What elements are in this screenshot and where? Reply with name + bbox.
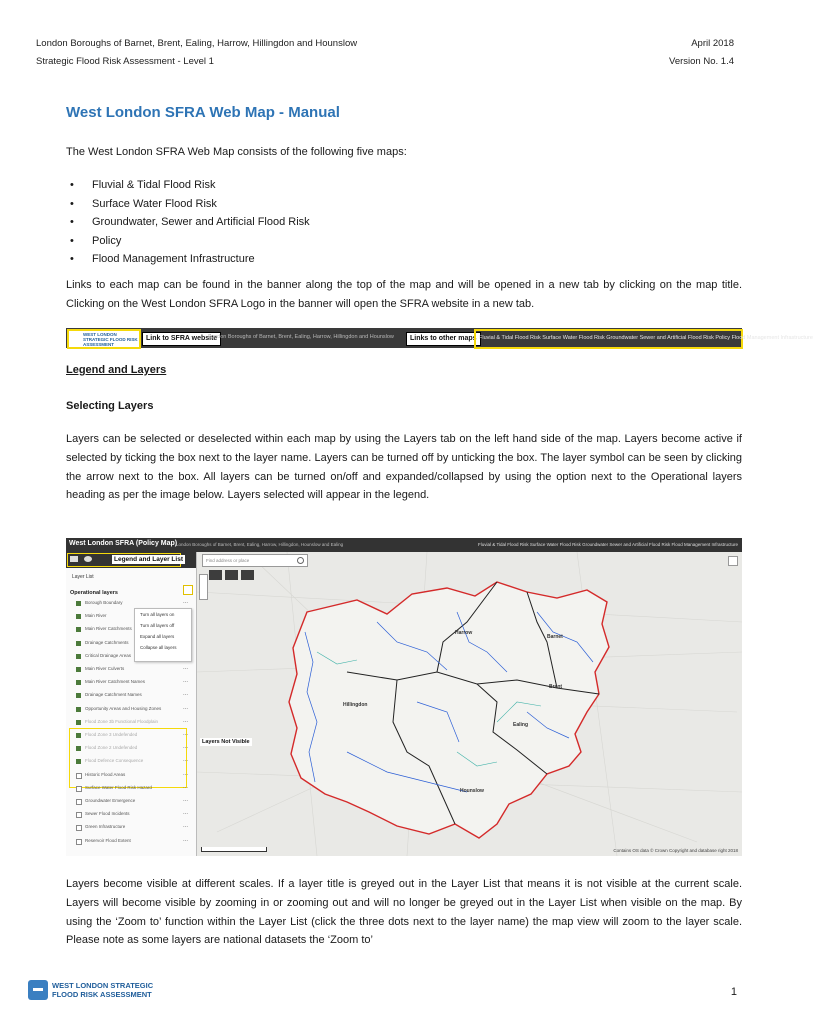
layer-name: Opportunity Areas and Housing Zones bbox=[85, 705, 162, 711]
intro-paragraph: The West London SFRA Web Map consists of the following five maps: bbox=[66, 146, 407, 158]
layer-name: Main River Culverts bbox=[85, 666, 125, 671]
print-tool-button[interactable] bbox=[241, 570, 254, 580]
layer-row[interactable] bbox=[76, 732, 188, 740]
measure-tool-button[interactable] bbox=[209, 570, 222, 580]
layer-options-icon[interactable]: ... bbox=[182, 757, 188, 764]
scale-bar bbox=[201, 847, 267, 852]
draw-tool-button[interactable] bbox=[225, 570, 238, 580]
layer-name: Flood Defence Consequence bbox=[85, 758, 144, 764]
layer-name: Groundwater Emergence bbox=[85, 798, 136, 803]
place-label-hillingdon: Hillingdon bbox=[343, 702, 368, 708]
layer-checkbox[interactable] bbox=[76, 680, 81, 685]
layer-options-icon[interactable]: ... bbox=[182, 744, 188, 751]
layer-name: Flood Zone 3 Undefended bbox=[85, 732, 138, 737]
links-paragraph: Links to each map can be found in the banner along the top of the map and will be opened in a new tab by clicking on the map title. Clicking on the West London SFRA Logo in the banner will open the SFRA website in a new tab. bbox=[66, 279, 742, 310]
header-doc: Strategic Flood Risk Assessment - Level 1 bbox=[36, 56, 214, 67]
link-sfra-label: Link to SFRA website bbox=[142, 332, 221, 346]
layer-row[interactable] bbox=[76, 811, 188, 819]
legend-heading: Legend and Layers bbox=[66, 364, 167, 376]
layer-row[interactable] bbox=[76, 706, 188, 714]
layer-checkbox[interactable] bbox=[76, 707, 81, 712]
layer-name: Main River Catchment Names bbox=[85, 679, 146, 685]
layer-name: Flood Zone 2 Undefended bbox=[85, 745, 138, 751]
layer-checkbox[interactable] bbox=[76, 667, 81, 672]
layer-panel bbox=[66, 552, 197, 856]
layer-checkbox[interactable] bbox=[76, 825, 82, 831]
operational-layers-heading: Operational layers bbox=[70, 590, 118, 596]
app-title: West London SFRA (Policy Map) bbox=[69, 540, 178, 547]
menu-item[interactable]: Collapse all layers bbox=[140, 645, 177, 650]
list-item: • Flood Management Infrastructure bbox=[66, 250, 310, 269]
layer-options-icon[interactable]: ... bbox=[182, 704, 188, 711]
layer-options-icon[interactable]: ... bbox=[182, 717, 188, 724]
layer-checkbox[interactable] bbox=[76, 733, 81, 738]
layer-name: Sewer Flood Incidents bbox=[85, 811, 130, 817]
layer-name: Historic Flood Areas bbox=[85, 771, 126, 777]
layer-options-icon[interactable]: ... bbox=[182, 678, 188, 685]
header-org: London Boroughs of Barnet, Brent, Ealing, Harrow, Hillingdon and Hounslow bbox=[36, 38, 358, 49]
banner-maps-text: Fluvial & Tidal Flood Risk Surface Water Flood Risk Groundwater Sewer and Artificial Flood Risk Policy Flood Management Infrastructure bbox=[479, 335, 813, 341]
layer-options-icon[interactable]: ... bbox=[182, 691, 188, 698]
list-item: • Fluvial & Tidal Flood Risk bbox=[66, 176, 310, 195]
banner-screenshot bbox=[66, 328, 813, 348]
layer-row[interactable] bbox=[76, 838, 188, 846]
list-item: • Policy bbox=[66, 232, 310, 251]
layer-options-icon[interactable]: ... bbox=[182, 599, 188, 605]
maps-list bbox=[66, 176, 310, 269]
topbar-map-links[interactable]: Fluvial & Tidal Flood Risk Surface Water Flood Risk Groundwater Sewer and Artificial Flood Risk Flood Management Infrastructure bbox=[478, 542, 738, 547]
page-number: 1 bbox=[730, 986, 737, 998]
layer-checkbox[interactable] bbox=[76, 654, 81, 659]
map-attribution: Contains OS data © Crown Copyright and database right 2018 bbox=[613, 848, 738, 853]
page-title: West London SFRA Web Map - Manual bbox=[66, 104, 340, 121]
layer-checkbox[interactable] bbox=[76, 720, 81, 725]
zoom-control[interactable] bbox=[199, 574, 208, 600]
map-canvas[interactable] bbox=[197, 552, 742, 856]
layer-row[interactable] bbox=[76, 758, 188, 766]
menu-item[interactable]: Turn all layers off bbox=[140, 623, 175, 628]
layer-list-label: Layer List bbox=[72, 574, 94, 580]
layer-name: Reservoir Flood Extent bbox=[85, 837, 131, 843]
layer-row[interactable] bbox=[76, 719, 188, 727]
footer-logo-line2: FLOOD RISK ASSESSMENT bbox=[52, 990, 152, 999]
layer-row[interactable] bbox=[76, 679, 188, 687]
expand-collapse-icon[interactable] bbox=[183, 585, 193, 595]
banner-boroughs: London Boroughs of Barnet, Brent, Ealing, Harrow, Hillingdon and Hounslow bbox=[208, 334, 394, 340]
layer-row[interactable] bbox=[76, 600, 188, 608]
layer-checkbox[interactable] bbox=[76, 759, 81, 764]
layer-checkbox[interactable] bbox=[76, 746, 81, 751]
layer-options-icon[interactable]: ... bbox=[182, 836, 188, 843]
layer-name: Drainage Catchments bbox=[85, 639, 129, 645]
sfra-logo-mark bbox=[28, 980, 48, 1000]
layer-options-menu bbox=[134, 608, 192, 662]
layers-not-visible-label: Layers Not Visible bbox=[202, 739, 250, 745]
layer-name: Green Infrastructure bbox=[85, 824, 126, 830]
layer-options-icon[interactable]: ... bbox=[182, 770, 188, 777]
layer-checkbox[interactable] bbox=[76, 614, 81, 619]
selecting-heading: Selecting Layers bbox=[66, 400, 154, 412]
topbar-boroughs: London Boroughs of Barnet, Brent, Ealing, Harrow, Hillingdon, Hounslow and Ealing bbox=[176, 542, 344, 547]
header-date: April 2018 bbox=[691, 38, 734, 49]
place-label-barnet: Barnet bbox=[547, 634, 563, 640]
web-map-screenshot bbox=[66, 538, 742, 856]
layers-paragraph: Layers can be selected or deselected within each map by using the Layers tab on the left hand side of the map. Layers become active if selected by ticking the box next to the layer name. Layers can be turned off by unticking the box. The layer symbol can be seen by clicking the arrow next to the box. All layers can be turned on/off and expanded/collapsed by using the option next to the Operational layers heading as per the image below. Layers selected will appear in the legend. bbox=[66, 433, 742, 502]
layer-checkbox[interactable] bbox=[76, 693, 81, 698]
layer-name: Borough Boundary bbox=[85, 600, 123, 605]
header-version: Version No. 1.4 bbox=[669, 56, 734, 67]
layer-name: Main River Catchments bbox=[85, 626, 132, 632]
list-item: • Groundwater, Sewer and Artificial Flood Risk bbox=[66, 213, 310, 232]
layer-options-icon[interactable]: ... bbox=[182, 823, 188, 830]
map-tools bbox=[209, 570, 257, 580]
layer-checkbox[interactable] bbox=[76, 627, 81, 632]
layer-row[interactable] bbox=[76, 666, 188, 674]
sfra-logo[interactable] bbox=[67, 329, 141, 349]
layer-options-icon[interactable]: ... bbox=[182, 797, 188, 803]
fullscreen-icon[interactable] bbox=[728, 556, 738, 566]
layer-name: Main River bbox=[85, 613, 107, 619]
layer-options-icon[interactable]: ... bbox=[182, 783, 188, 790]
layer-checkbox[interactable] bbox=[76, 839, 82, 845]
layer-name: Drainage Catchment Names bbox=[85, 692, 142, 698]
panel-tab-row bbox=[66, 552, 196, 568]
logo-text: WEST LONDON STRATEGIC FLOOD RISK ASSESSMENT bbox=[83, 332, 138, 347]
footer-logo-line1: WEST LONDON STRATEGIC bbox=[52, 981, 154, 990]
layer-checkbox[interactable] bbox=[76, 601, 81, 606]
footer-logo bbox=[28, 980, 153, 1000]
layer-name: Critical Drainage Areas bbox=[85, 652, 132, 658]
scale-paragraph: Layers become visible at different scales. If a layer title is greyed out in the Layer List that means it is not visible at the current scale. Layers will become visible by zooming in or zooming out and will no longer be greyed out in the Layer List when visible on the map. By using the ‘Zoom to’ function within the Layer List (click the three dots next to the layer name) the map view will zoom to the layer scale. Please note as some layers are national datasets the ‘Zoom to’ bbox=[66, 878, 742, 947]
layer-row[interactable] bbox=[76, 692, 188, 700]
list-item: • Surface Water Flood Risk bbox=[66, 195, 310, 214]
layer-options-icon[interactable]: ... bbox=[182, 665, 188, 671]
running-header-line2 bbox=[36, 56, 734, 67]
layer-options-icon[interactable]: ... bbox=[182, 810, 188, 817]
layer-checkbox[interactable] bbox=[76, 812, 82, 818]
place-label-harrow: Harrow bbox=[455, 630, 473, 636]
layer-row[interactable] bbox=[76, 772, 188, 780]
menu-item[interactable]: Expand all layers bbox=[140, 634, 175, 639]
place-label-ealing: Ealing bbox=[513, 722, 529, 728]
map-topbar bbox=[66, 538, 742, 552]
search-placeholder: Find address or place bbox=[206, 558, 250, 563]
layer-options-icon[interactable]: ... bbox=[182, 731, 188, 737]
layer-checkbox[interactable] bbox=[76, 773, 82, 779]
layer-name: Flood Zone 3b Functional Floodplain bbox=[85, 718, 159, 724]
layer-checkbox[interactable] bbox=[76, 641, 81, 646]
place-label-brent: Brent bbox=[549, 684, 563, 690]
layer-row[interactable] bbox=[76, 745, 188, 753]
place-label-hounslow: Hounslow bbox=[460, 788, 484, 794]
layers-icon[interactable] bbox=[84, 556, 92, 562]
legend-icon[interactable] bbox=[70, 556, 78, 562]
layer-name: Surface Water Flood Risk Hazard bbox=[85, 784, 152, 790]
layer-row[interactable] bbox=[76, 798, 188, 806]
links-maps-label: Links to other maps bbox=[406, 332, 481, 346]
layer-checkbox[interactable] bbox=[76, 799, 82, 805]
panel-label: Legend and Layer List bbox=[114, 556, 183, 563]
layer-row[interactable] bbox=[76, 824, 188, 832]
running-header-line1 bbox=[36, 38, 734, 49]
menu-item[interactable]: Turn all layers on bbox=[140, 612, 175, 617]
layer-row[interactable] bbox=[76, 785, 188, 793]
banner-map-links[interactable] bbox=[474, 329, 813, 349]
search-input[interactable] bbox=[202, 554, 308, 567]
search-icon[interactable] bbox=[297, 557, 304, 564]
layer-checkbox[interactable] bbox=[76, 786, 82, 792]
